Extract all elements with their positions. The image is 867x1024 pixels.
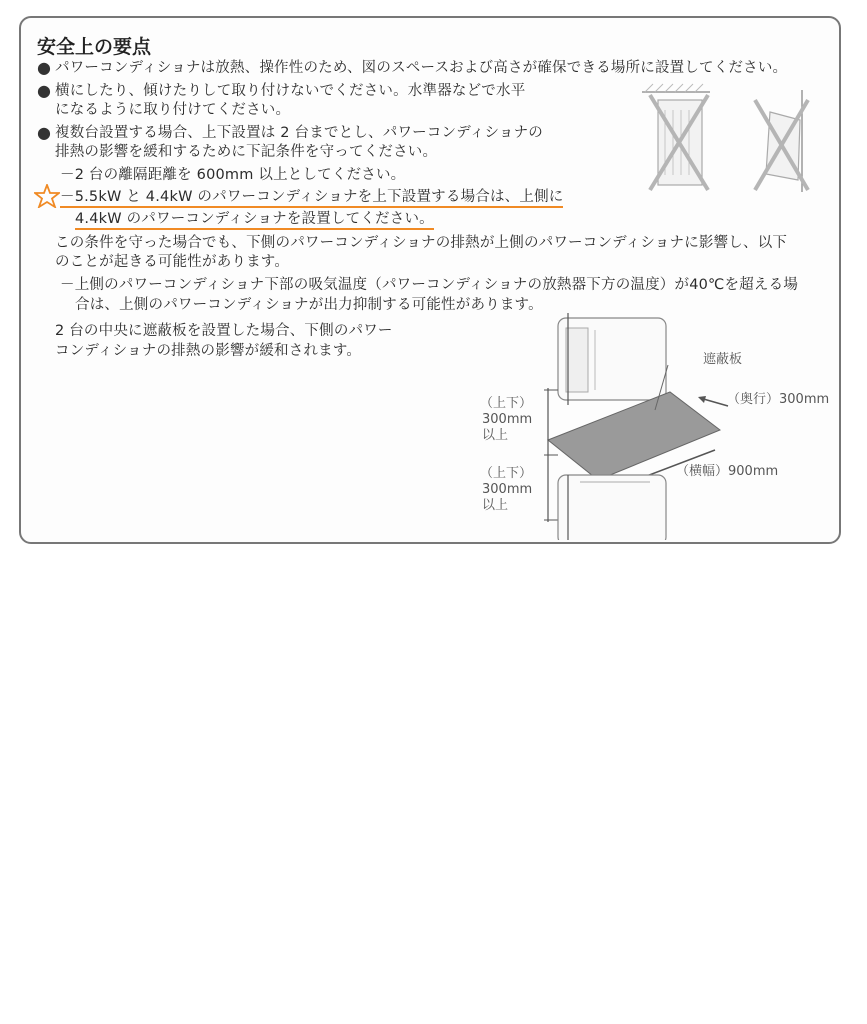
width-label: （横幅）900mm (676, 464, 779, 479)
condition-placement-a: －5.5kW と 4.4kW のパワーコンディショナを上下設置する場合は、上側に (60, 188, 563, 206)
bullet-text-3b: 排熱の影響を緩和するために下記条件を守ってください。 (55, 144, 438, 160)
bullet-text-1: パワーコンディショナは放熱、操作性のため、図のスペースおよび高さが確保できる場所に設置してください。 (55, 60, 788, 76)
condition-distance: －2 台の離隔距離を 600mm 以上としてください。 (60, 167, 406, 183)
note-text-1a: この条件を守った場合でも、下側のパワーコンディショナの排熱が上側のパワーコンディショナに影響し、以下 (55, 235, 788, 251)
bullet-text-2b: になるように取り付けてください。 (55, 102, 291, 118)
shield-label: 遮蔽板 (703, 352, 743, 367)
tilted-installation-prohibited-illustration (640, 80, 830, 195)
lower-gap-label-3: 以上 (482, 498, 509, 513)
upper-gap-label-3: 以上 (482, 428, 509, 443)
bullet-icon: ● (37, 81, 51, 100)
bullet-text-2a: 横にしたり、傾けたりして取り付けないでください。水準器などで水平 (55, 83, 526, 99)
section-heading: 安全上の要点 (37, 36, 152, 58)
upper-gap-label-1: （上下） (480, 396, 533, 411)
bullet-icon: ● (37, 123, 51, 142)
note-intake-b: 合は、上側のパワーコンディショナが出力抑制する可能性があります。 (75, 297, 543, 313)
bullet-icon: ● (37, 58, 51, 77)
lower-gap-label-1: （上下） (480, 466, 533, 481)
condition-placement-b: 4.4kW のパワーコンディショナを設置してください。 (75, 210, 434, 228)
note-text-1b: のことが起きる可能性があります。 (55, 254, 290, 270)
depth-label: （奥行）300mm (727, 392, 830, 407)
lower-gap-label-2: 300mm (482, 482, 533, 497)
note-shield-a: 2 台の中央に遮蔽板を設置した場合、下側のパワー (55, 323, 393, 339)
note-intake-a: －上側のパワーコンディショナ下部の吸気温度（パワーコンディショナの放熱器下方の温度）が40℃を超える場 (60, 277, 799, 293)
note-shield-b: コンディショナの排熱の影響が緩和されます。 (55, 343, 362, 359)
bullet-text-3a: 複数台設置する場合、上下設置は 2 台までとし、パワーコンディショナの (55, 125, 543, 141)
star-icon (34, 184, 60, 208)
upper-gap-label-2: 300mm (482, 412, 533, 427)
